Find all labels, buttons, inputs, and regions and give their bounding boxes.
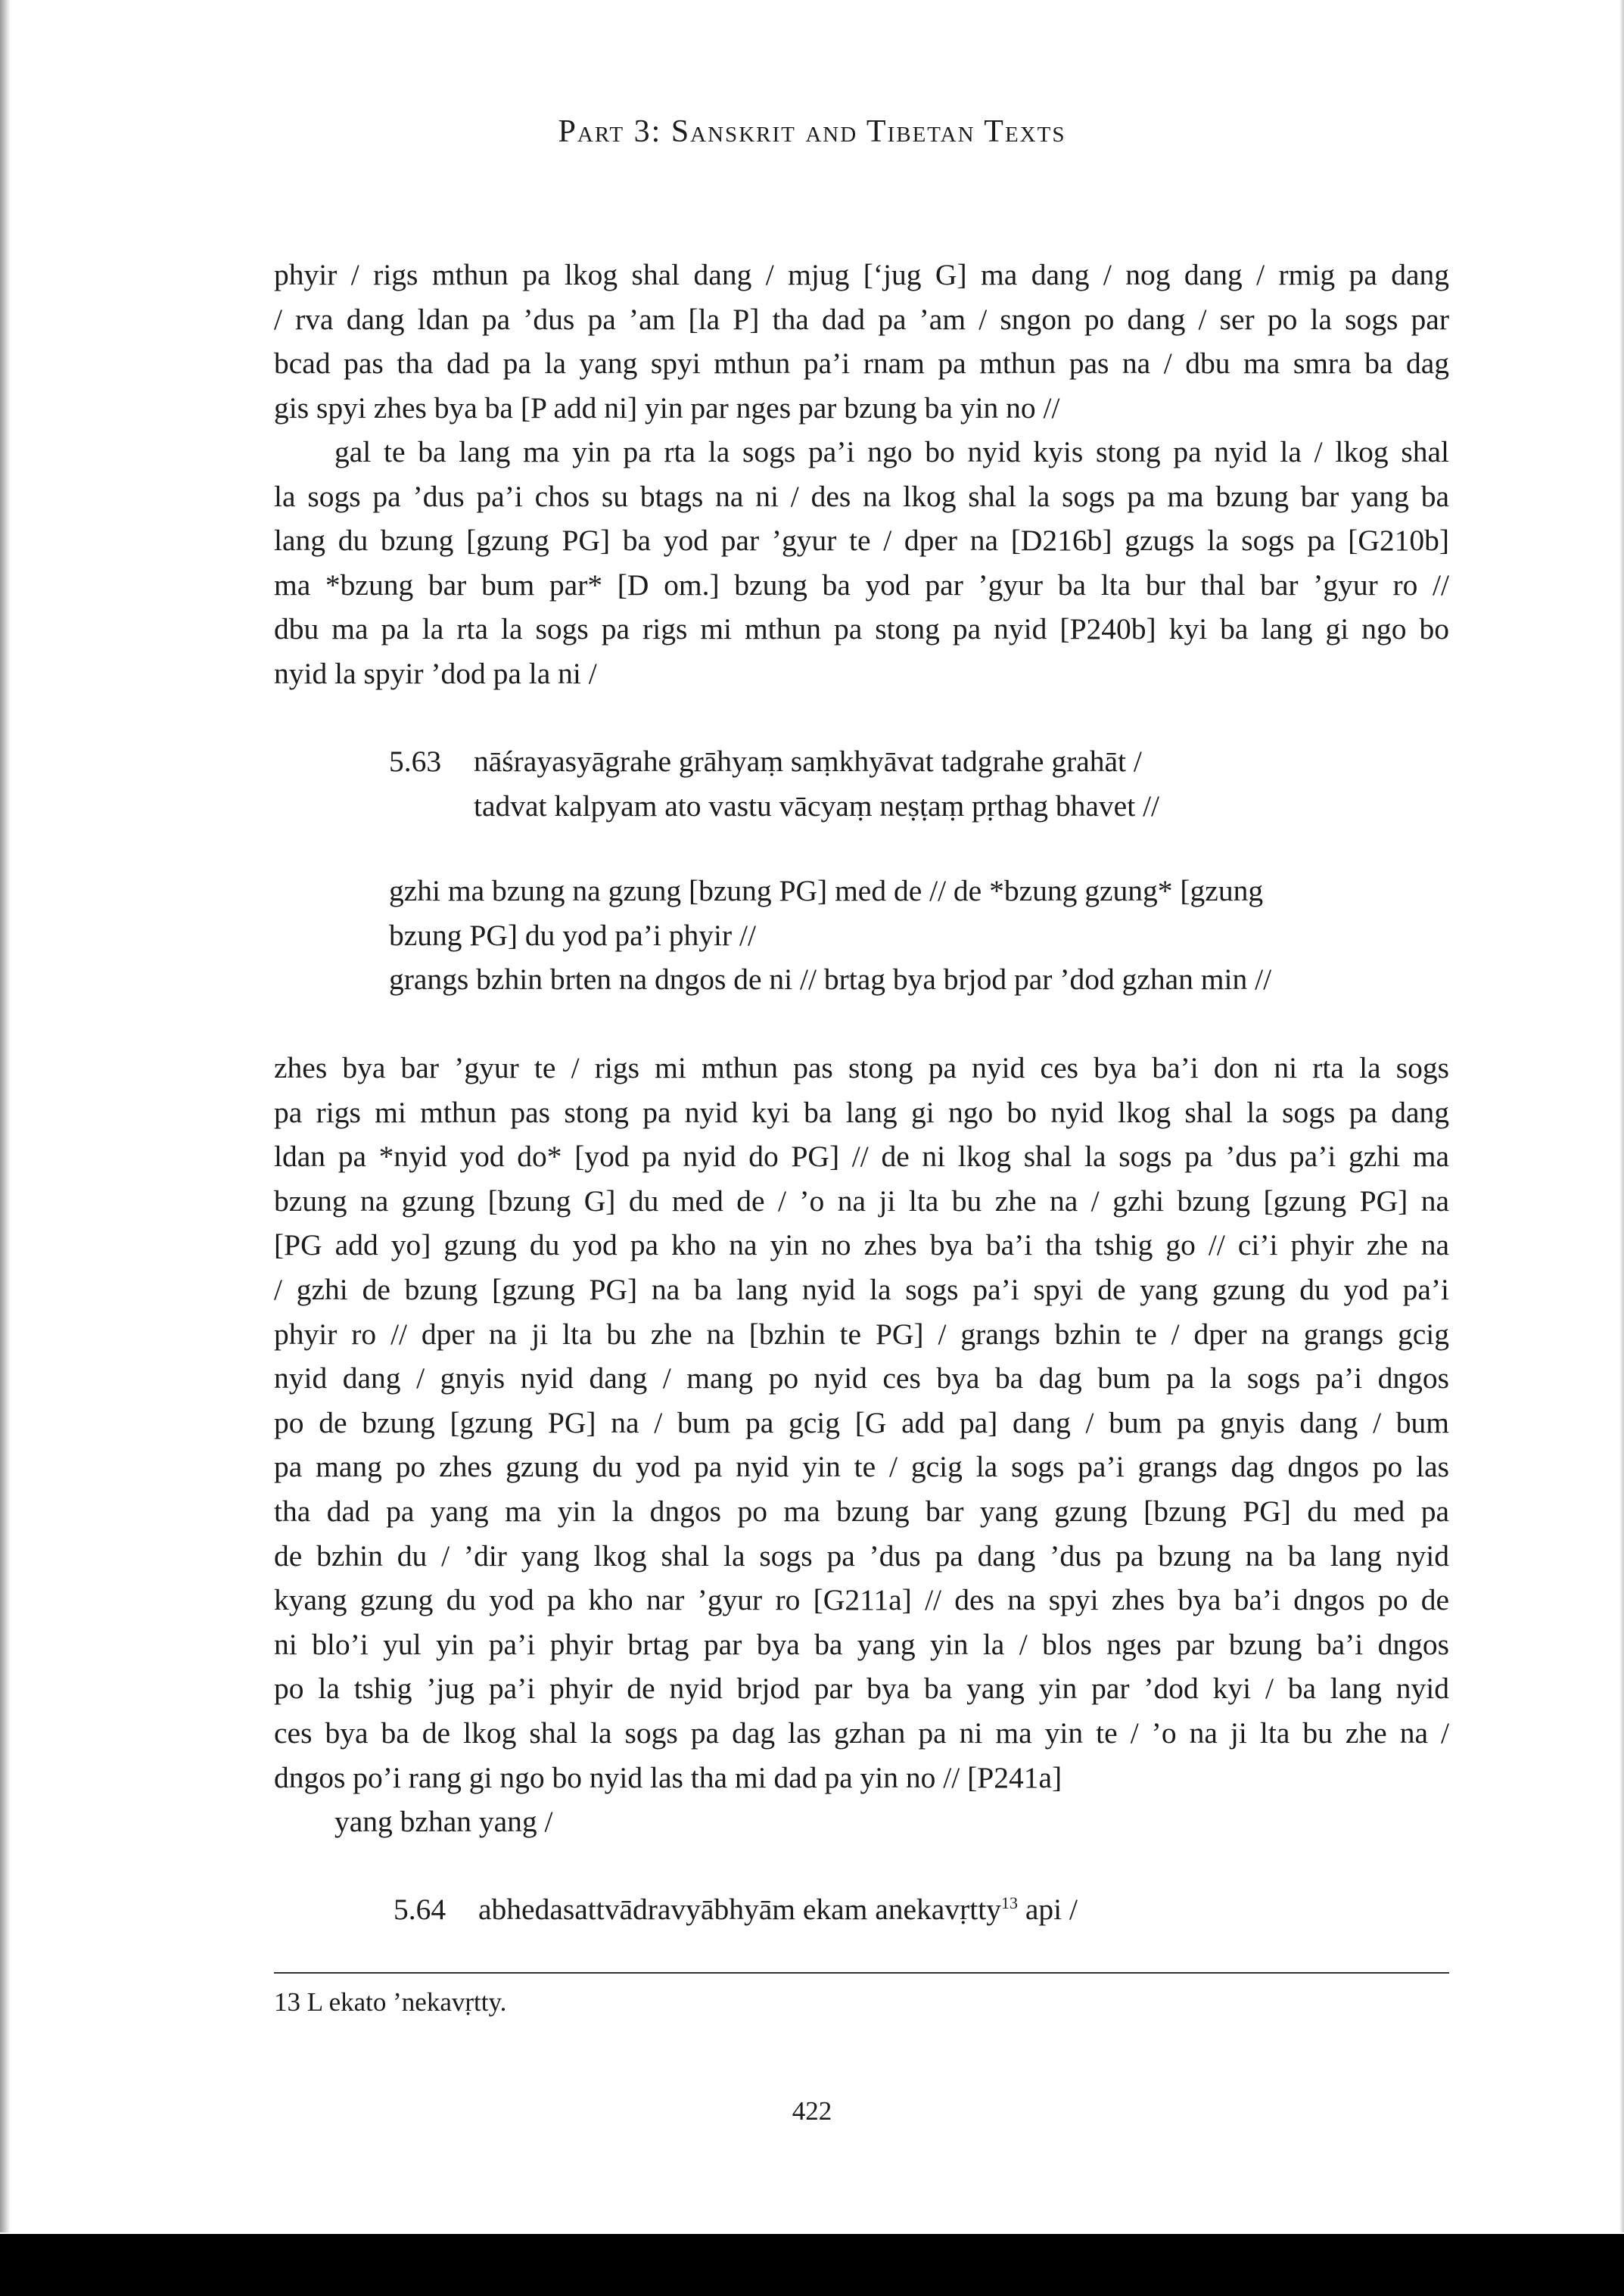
paragraph-1 <box>274 253 1449 430</box>
text-line: nyid dang / gnyis nyid dang / mang po nyid ces bya ba dag bum pa la sogs pa’i dngos <box>274 1361 1449 1395</box>
text-line: po de bzung [gzung PG] na / bum pa gcig [G add pa] dang / bum pa gnyis dang / bum <box>274 1405 1449 1439</box>
text-line: gal te ba lang ma yin pa rta la sogs pa’i ngo bo nyid kyis stong pa nyid la / lkog shal <box>334 435 1449 468</box>
text-line: / rva dang ldan pa ’dus pa ’am [la P] tha dad pa ’am / sngon po dang / ser po la sogs par <box>274 302 1449 336</box>
page-right-edge <box>1619 0 1624 2232</box>
scan-bottom-band <box>0 2234 1624 2296</box>
verse-line-tail: api / <box>1017 1893 1078 1926</box>
text-line: la sogs pa ’dus pa’i chos su btags na ni / des na lkog shal la sogs pa ma bzung bar yang ba <box>274 479 1449 513</box>
text-line: ma *bzung bar bum par* [D om.] bzung ba yod par ’gyur ba lta bur thal bar ’gyur ro // <box>274 568 1449 602</box>
text-line: yang bzhan yang / <box>334 1805 553 1839</box>
paragraph-2 <box>274 430 1449 696</box>
text-line: bzung na gzung [bzung G] du med de / ’o na ji lta bu zhe na / gzhi bzung [gzung PG] na <box>274 1184 1449 1218</box>
page-left-shadow <box>0 0 11 2232</box>
text-line: lang du bzung [gzung PG] ba yod par ’gyur te / dper na [D216b] gzugs la sogs pa [G210b] <box>274 524 1449 558</box>
verse-line: bzung PG] du yod pa’i phyir // <box>389 918 756 952</box>
text-line: ldan pa *nyid yod do* [yod pa nyid do PG] // de ni lkog shal la sogs pa ’dus pa’i gzhi ma <box>274 1140 1449 1174</box>
text-line: ni blo’i yul yin pa’i phyir brtag par bya ba yang yin la / blos nges par bzung ba’i dngos <box>274 1627 1449 1661</box>
footnote: 13 L ekato ’nekavṛtty. <box>274 1987 507 2017</box>
text-line: dbu ma pa la rta la sogs pa rigs mi mthun pa stong pa nyid [P240b] kyi ba lang gi ngo bo <box>274 612 1449 646</box>
text-line: dngos po’i rang gi ngo bo nyid las tha mi dad pa yin no // [P241a] <box>274 1760 1062 1794</box>
text-line: tha dad pa yang ma yin la dngos po ma bzung bar yang gzung [bzung PG] du med pa <box>274 1494 1449 1528</box>
text-line: / gzhi de bzung [gzung PG] na ba lang nyid la sogs pa’i spyi de yang gzung du yod pa’i <box>274 1272 1449 1306</box>
running-head: Part 3: Sanskrit and Tibetan Texts <box>558 114 1066 149</box>
text-line: zhes bya bar ’gyur te / rigs mi mthun pas stong pa nyid ces bya ba’i don ni rta la sogs <box>274 1051 1449 1084</box>
footnote-rule <box>274 1972 1449 1974</box>
verse-line: abhedasattvādravyābhyām ekam anekavṛtty <box>478 1893 1001 1926</box>
tibetan-verse <box>389 869 1271 1002</box>
verse-5-64 <box>394 1887 1078 1932</box>
text-line: phyir / rigs mthun pa lkog shal dang / mjug [‘jug G] ma dang / nog dang / rmig pa dang <box>274 258 1449 291</box>
text-line: gis spyi zhes bya ba [P add ni] yin par nges par bzung ba yin no // <box>274 390 1060 425</box>
text-line: ces bya ba de lkog shal la sogs pa dag las gzhan pa ni ma yin te / ’o na ji lta bu zhe na / <box>274 1716 1449 1750</box>
text-line: phyir ro // dper na ji lta bu zhe na [bzhin te PG] / grangs bzhin te / dper na grangs gcig <box>274 1317 1449 1351</box>
page-number: 422 <box>792 2096 832 2126</box>
text-line: pa rigs mi mthun pas stong pa nyid kyi ba lang gi ngo bo nyid lkog shal la sogs pa dang <box>274 1095 1449 1129</box>
verse-line: tadvat kalpyam ato vastu vācyaṃ neṣṭaṃ pṛthag bhavet // <box>474 789 1160 823</box>
footnote-ref: 13 <box>1000 1893 1018 1912</box>
paragraph-3 <box>274 1046 1449 1844</box>
text-line: po la tshig ’jug pa’i phyir de nyid brjod par bya ba yang yin par ’dod kyi / ba lang nyid <box>274 1672 1449 1706</box>
verse-number: 5.63 <box>389 745 442 778</box>
verse-line: nāśrayasyāgrahe grāhyaṃ saṃkhyāvat tadgrahe grahāt / <box>474 745 1142 778</box>
text-line: bcad pas tha dad pa la yang spyi mthun pa’i rnam pa mthun pas na / dbu ma smra ba dag <box>274 347 1449 381</box>
text-line: [PG add yo] gzung du yod pa kho na yin no zhes bya ba’i tha tshig go // ci’i phyir zhe na <box>274 1228 1449 1262</box>
verse-line: grangs bzhin brten na dngos de ni // brtag bya brjod par ’dod gzhan min // <box>389 963 1272 997</box>
text-line: kyang gzung du yod pa kho nar ’gyur ro [G211a] // des na spyi zhes bya ba’i dngos po de <box>274 1583 1449 1617</box>
text-line: pa mang po zhes gzung du yod pa nyid yin te / gcig la sogs pa’i grangs dag dngos po las <box>274 1450 1449 1484</box>
verse-line: gzhi ma bzung na gzung [bzung PG] med de // de *bzung gzung* [gzung <box>389 874 1264 907</box>
verse-5-63 <box>389 739 1159 828</box>
text-line: nyid la spyir ’dod pa la ni / <box>274 656 597 690</box>
verse-number: 5.64 <box>394 1893 446 1926</box>
text-line: de bzhin du / ’dir yang lkog shal la sogs pa ’dus pa dang ’dus pa bzung na ba lang nyid <box>274 1538 1449 1573</box>
